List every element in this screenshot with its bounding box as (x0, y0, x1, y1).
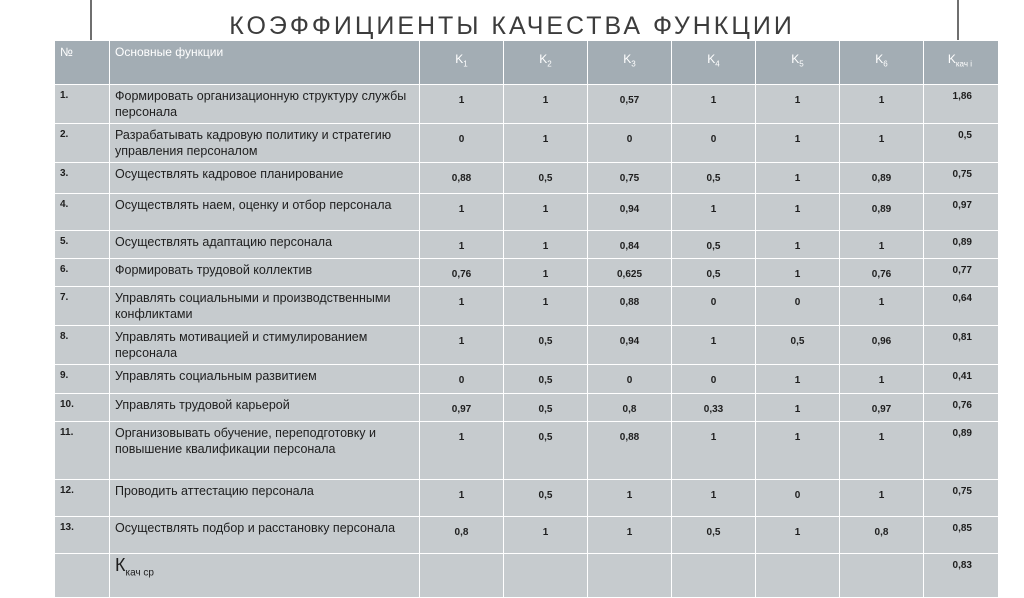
table-row (55, 259, 999, 287)
kq-value: 0,5 (924, 124, 999, 163)
function-name: Управлять социальными и производственными конфликтами (110, 287, 420, 326)
header-k4: $K_4$ (672, 41, 756, 85)
function-name: Управлять мотивацией и стимулированием персонала (110, 326, 420, 365)
k6-value: 0,76 (840, 259, 924, 287)
k4-value: 1 (672, 480, 756, 517)
k5-value: 1 (756, 517, 840, 554)
k5-value: 0 (756, 287, 840, 326)
k5-value: 1 (756, 365, 840, 394)
k3-value: 0,8 (588, 394, 672, 422)
table-row (55, 394, 999, 422)
k3-value: 0,75 (588, 163, 672, 194)
k5-value: 1 (756, 231, 840, 259)
k4-value: 0,33 (672, 394, 756, 422)
table-row (55, 480, 999, 517)
k1-value: 1 (420, 85, 504, 124)
row-number: 3. (55, 163, 110, 194)
k2-value: 0,5 (504, 394, 588, 422)
row-number: 8. (55, 326, 110, 365)
kq-value: 0,77 (924, 259, 999, 287)
avg-kq-value: 0,83 (924, 554, 999, 598)
k3-value: 1 (588, 517, 672, 554)
k4-value: 0 (672, 124, 756, 163)
k4-value: 1 (672, 326, 756, 365)
table-row (55, 517, 999, 554)
k3-value: 0 (588, 124, 672, 163)
function-name: Осуществлять подбор и расстановку персонала (110, 517, 420, 554)
row-number: 10. (55, 394, 110, 422)
k2-value: 1 (504, 85, 588, 124)
kq-value: 0,97 (924, 194, 999, 231)
table-row (55, 326, 999, 365)
k6-value: 1 (840, 422, 924, 480)
k1-value: 1 (420, 326, 504, 365)
k6-value: 1 (840, 124, 924, 163)
row-number: 9. (55, 365, 110, 394)
header-k1: $K_1$ (420, 41, 504, 85)
kq-value: 0,41 (924, 365, 999, 394)
k4-value: 0 (672, 365, 756, 394)
header-k3: $K_3$ (588, 41, 672, 85)
kq-value: 0,89 (924, 422, 999, 480)
kq-value: 0,75 (924, 480, 999, 517)
k1-value: 1 (420, 480, 504, 517)
header-k5: $K_5$ (756, 41, 840, 85)
k1-value: 0,8 (420, 517, 504, 554)
k4-value: 0 (672, 287, 756, 326)
header-num: № (55, 41, 110, 85)
row-number: 6. (55, 259, 110, 287)
table-row (55, 287, 999, 326)
k4-value: 0,5 (672, 163, 756, 194)
k3-value: 0,88 (588, 287, 672, 326)
k6-value: 0,89 (840, 163, 924, 194)
row-number: 13. (55, 517, 110, 554)
k3-value: 1 (588, 480, 672, 517)
k5-value: 1 (756, 163, 840, 194)
row-number: 5. (55, 231, 110, 259)
k2-value: 0,5 (504, 365, 588, 394)
k4-value: 0,5 (672, 259, 756, 287)
k3-value: 0,94 (588, 326, 672, 365)
k3-value: 0,57 (588, 85, 672, 124)
k1-value: 0,76 (420, 259, 504, 287)
function-name: Разрабатывать кадровую политику и стратегию управления персоналом (110, 124, 420, 163)
k3-value: 0,84 (588, 231, 672, 259)
row-number: 12. (55, 480, 110, 517)
kq-value: 0,76 (924, 394, 999, 422)
k2-value: 1 (504, 517, 588, 554)
k2-value: 1 (504, 231, 588, 259)
k2-value: 1 (504, 259, 588, 287)
function-name: Осуществлять адаптацию персонала (110, 231, 420, 259)
k5-value: 1 (756, 194, 840, 231)
k2-value: 0,5 (504, 480, 588, 517)
table-row (55, 124, 999, 163)
table-row (55, 231, 999, 259)
k3-value: 0,88 (588, 422, 672, 480)
table-row (55, 85, 999, 124)
k5-value: 1 (756, 259, 840, 287)
k4-value: 1 (672, 194, 756, 231)
k2-value: 0,5 (504, 422, 588, 480)
k4-value: 0,5 (672, 517, 756, 554)
k1-value: 0,97 (420, 394, 504, 422)
header-functions: Основные функции (110, 41, 420, 85)
kq-value: 0,75 (924, 163, 999, 194)
k1-value: 0 (420, 365, 504, 394)
k2-value: 1 (504, 124, 588, 163)
function-name: Формировать организационную структуру службы персонала (110, 85, 420, 124)
header-kq: $K_{кач i}$ (924, 41, 999, 85)
k6-value: 0,97 (840, 394, 924, 422)
k6-value: 0,8 (840, 517, 924, 554)
table-row (55, 163, 999, 194)
table-header-row (55, 41, 999, 85)
k4-value: 1 (672, 422, 756, 480)
row-number: 4. (55, 194, 110, 231)
function-name: Организовывать обучение, переподготовку и повышение квалификации персонала (110, 422, 420, 480)
k4-value: 1 (672, 85, 756, 124)
k3-value: 0 (588, 365, 672, 394)
function-name: Проводить аттестацию персонала (110, 480, 420, 517)
k5-value: 0 (756, 480, 840, 517)
k1-value: 0 (420, 124, 504, 163)
k6-value: 1 (840, 365, 924, 394)
k6-value: 1 (840, 85, 924, 124)
k5-value: 0,5 (756, 326, 840, 365)
k5-value: 1 (756, 124, 840, 163)
table-row (55, 365, 999, 394)
k6-value: 1 (840, 231, 924, 259)
header-k2: $K_2$ (504, 41, 588, 85)
function-name: Осуществлять кадровое планирование (110, 163, 420, 194)
kq-value: 0,81 (924, 326, 999, 365)
table-row (55, 422, 999, 480)
row-number: 2. (55, 124, 110, 163)
k1-value: 0,88 (420, 163, 504, 194)
k1-value: 1 (420, 422, 504, 480)
kq-value: 0,85 (924, 517, 999, 554)
k1-value: 1 (420, 231, 504, 259)
function-name: Осуществлять наем, оценку и отбор персонала (110, 194, 420, 231)
k6-value: 0,89 (840, 194, 924, 231)
k5-value: 1 (756, 422, 840, 480)
quality-coefficients-table (54, 40, 999, 598)
k3-value: 0,625 (588, 259, 672, 287)
k2-value: 0,5 (504, 163, 588, 194)
k4-value: 0,5 (672, 231, 756, 259)
row-number: 11. (55, 422, 110, 480)
table-row (55, 194, 999, 231)
k6-value: 0,96 (840, 326, 924, 365)
function-name: Управлять социальным развитием (110, 365, 420, 394)
k2-value: 0,5 (504, 326, 588, 365)
k6-value: 1 (840, 287, 924, 326)
k1-value: 1 (420, 287, 504, 326)
function-name: Формировать трудовой коллектив (110, 259, 420, 287)
slide-title: КОЭФФИЦИЕНТЫ КАЧЕСТВА ФУНКЦИИ (229, 12, 795, 40)
k2-value: 1 (504, 287, 588, 326)
avg-label: $К_{кач ср}$ (110, 554, 420, 598)
row-number: 7. (55, 287, 110, 326)
k1-value: 1 (420, 194, 504, 231)
row-number: 1. (55, 85, 110, 124)
kq-value: 0,64 (924, 287, 999, 326)
k5-value: 1 (756, 85, 840, 124)
kq-value: 0,89 (924, 231, 999, 259)
k5-value: 1 (756, 394, 840, 422)
k6-value: 1 (840, 480, 924, 517)
function-name: Управлять трудовой карьерой (110, 394, 420, 422)
header-k6: $K_6$ (840, 41, 924, 85)
k3-value: 0,94 (588, 194, 672, 231)
k2-value: 1 (504, 194, 588, 231)
kq-value: 1,86 (924, 85, 999, 124)
